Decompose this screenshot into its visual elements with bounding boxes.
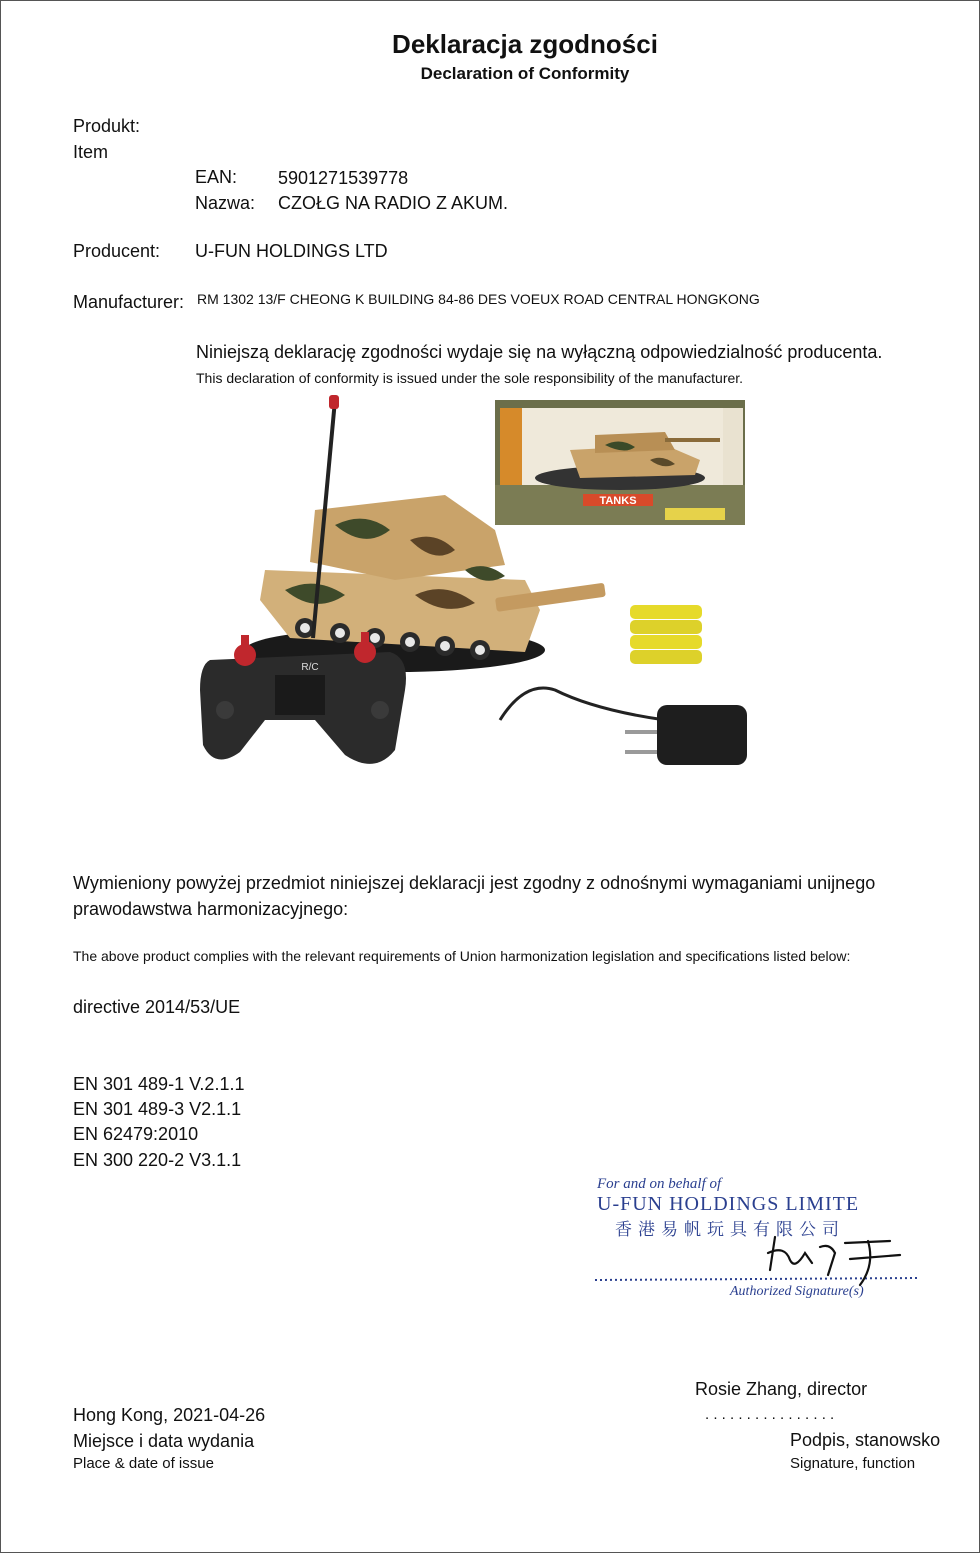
standard-item: EN 301 489-3 V2.1.1 xyxy=(73,1099,242,1119)
ean-value: 5901271539778 xyxy=(278,168,409,188)
place-label-pl: Miejsce i data wydania xyxy=(73,1431,255,1451)
stamp-chinese-name: 香港易帆玩具有限公司 xyxy=(615,1220,845,1240)
compliance-pl-line1: Wymieniony powyżej przedmiot niniejszej deklaracji jest zgodny z odnośnymi wymaganiami unijnego xyxy=(73,873,876,893)
compliance-en: The above product complies with the relevant requirements of Union harmonization legislation and specifications listed below: xyxy=(73,948,851,964)
remote-label: R/C xyxy=(301,662,319,673)
product-label-pl: Produkt: xyxy=(73,116,141,136)
signature-dots: . . . . . . . . . . . . . . . . xyxy=(705,1406,835,1423)
standard-item: EN 300 220-2 V3.1.1 xyxy=(73,1150,242,1170)
stamp-company-name: U-FUN HOLDINGS LIMITE xyxy=(597,1193,860,1215)
product-box-image xyxy=(495,400,745,525)
place-date: Hong Kong, 2021-04-26 xyxy=(73,1405,266,1425)
directive: directive 2014/53/UE xyxy=(73,997,241,1017)
producer-name: U-FUN HOLDINGS LTD xyxy=(195,241,388,261)
ean-label: EAN: xyxy=(195,167,238,187)
compliance-pl-line2: prawodawstwa harmonizacyjnego: xyxy=(73,899,349,919)
signature-label-pl: Podpis, stanowsko xyxy=(790,1430,941,1450)
document-subtitle: Declaration of Conformity xyxy=(420,64,630,83)
standard-item: EN 62479:2010 xyxy=(73,1124,199,1144)
responsibility-en: This declaration of conformity is issued under the sole responsibility of the manufacturer. xyxy=(196,370,744,386)
stamp-line1: For and on behalf of xyxy=(597,1176,722,1192)
signature-label-en: Signature, function xyxy=(790,1455,916,1472)
manufacturer-label: Manufacturer: xyxy=(73,292,185,312)
stamp-authorized-signature: Authorized Signature(s) xyxy=(730,1284,864,1299)
manufacturer-address: RM 1302 13/F CHEONG K BUILDING 84-86 DES VOEUX ROAD CENTRAL HONGKONG xyxy=(197,291,760,307)
signatory-name: Rosie Zhang, director xyxy=(695,1379,868,1399)
name-value: CZOŁG NA RADIO Z AKUM. xyxy=(278,193,509,213)
batteries-image xyxy=(630,605,702,664)
document-title: Deklaracja zgodności xyxy=(392,29,658,59)
responsibility-pl: Niniejszą deklarację zgodności wydaje się na wyłączną odpowiedzialność producenta. xyxy=(196,342,883,362)
name-label: Nazwa: xyxy=(195,193,256,213)
charger-image xyxy=(500,688,747,765)
place-label-en: Place & date of issue xyxy=(73,1455,214,1472)
standard-item: EN 301 489-1 V.2.1.1 xyxy=(73,1074,245,1094)
product-photo xyxy=(195,390,755,790)
box-brand-text: TANKS xyxy=(599,495,637,507)
producer-label: Producent: xyxy=(73,241,161,261)
product-label-en: Item xyxy=(73,142,109,162)
